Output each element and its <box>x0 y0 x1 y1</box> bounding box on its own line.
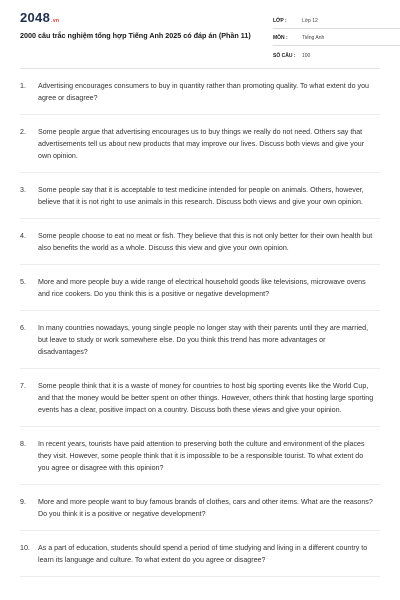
question-item <box>20 438 380 485</box>
question-item <box>20 276 380 311</box>
meta-label: MÔN : <box>273 35 288 42</box>
logo-text: 2048 <box>20 10 51 25</box>
meta-value: Lớp 12 <box>302 17 318 24</box>
question-text: Some people say that it is acceptable to test medicine intended for people on animals. Others, however, believe that it is not right to use animals in this research. Discuss both views and give your own opinion. <box>38 186 364 206</box>
question-number: 1. <box>20 82 26 90</box>
question-number: 8. <box>20 440 26 448</box>
question-item <box>20 230 380 265</box>
meta-row-count <box>273 49 400 64</box>
question-item <box>20 322 380 369</box>
header-divider <box>20 68 380 69</box>
question-list <box>20 80 380 588</box>
document-header <box>20 0 380 66</box>
question-text: In many countries nowadays, young single people no longer stay with their parents until they are married, but leave to study or work somewhere else. Do you think this trend has more advantages or disadvantages? <box>38 324 369 356</box>
question-text: In recent years, tourists have paid attention to preserving both the culture and environment of the places they visit. However, some people think that it is impossible to be a responsible tourist. To what extent do you agree or disagree with this opinion? <box>38 440 365 472</box>
question-item <box>20 126 380 173</box>
document-title: 2000 câu trắc nghiệm tổng hợp Tiếng Anh 2025 có đáp án (Phần 11) <box>20 31 251 40</box>
site-logo[interactable] <box>20 11 59 28</box>
question-text: Some people think that it is a waste of money for countries to host big sporting events like the World Cup, and that the money would be better spent on other things. However, others think that hosting large sporting events has a clear, positive impact on a country. Discuss both these views and give your opinion. <box>38 382 374 414</box>
question-number: 7. <box>20 382 26 390</box>
meta-value: 100 <box>302 53 311 60</box>
question-text: More and more people want to buy famous brands of clothes, cars and other items. What are the reasons? Do you think it is a positive or negative development? <box>38 498 373 518</box>
meta-value: Tiếng Anh <box>302 35 325 42</box>
question-text: As a part of education, students should spend a period of time studying and living in a different country to learn its language and culture. To what extent do you agree or disagree? <box>38 544 368 564</box>
meta-row-class <box>273 14 400 29</box>
question-number: 4. <box>20 232 26 240</box>
question-item <box>20 184 380 219</box>
question-item <box>20 542 380 577</box>
question-text: Some people choose to eat no meat or fish. They believe that this is not only better for their own health but also benefits the world as a whole. Discuss this view and give your own opinion. <box>38 232 373 252</box>
question-number: 10. <box>20 544 30 552</box>
question-number: 5. <box>20 278 26 286</box>
meta-label: SỐ CÂU : <box>273 53 296 60</box>
question-text: Some people argue that advertising encourages us to buy things we really do not need. Others say that advertisements tell us about new products that may improve our lives. Discuss both views and give your own opinion. <box>38 128 365 160</box>
meta-row-subject <box>273 32 400 47</box>
question-item <box>20 80 380 115</box>
question-number: 3. <box>20 186 26 194</box>
question-text: More and more people buy a wide range of electrical household goods like televisions, microwave ovens and rice cookers. Do you think this is a positive or negative development? <box>38 278 366 298</box>
question-number: 2. <box>20 128 26 136</box>
question-item <box>20 496 380 531</box>
question-text: Advertising encourages consumers to buy in quantity rather than promoting quality. To what extent do you agree or disagree? <box>38 82 369 102</box>
document-meta <box>273 14 400 67</box>
meta-label: LỚP : <box>273 17 287 24</box>
question-number: 9. <box>20 498 26 506</box>
question-number: 6. <box>20 324 26 332</box>
question-item <box>20 380 380 427</box>
logo-suffix: .vn <box>51 18 60 24</box>
